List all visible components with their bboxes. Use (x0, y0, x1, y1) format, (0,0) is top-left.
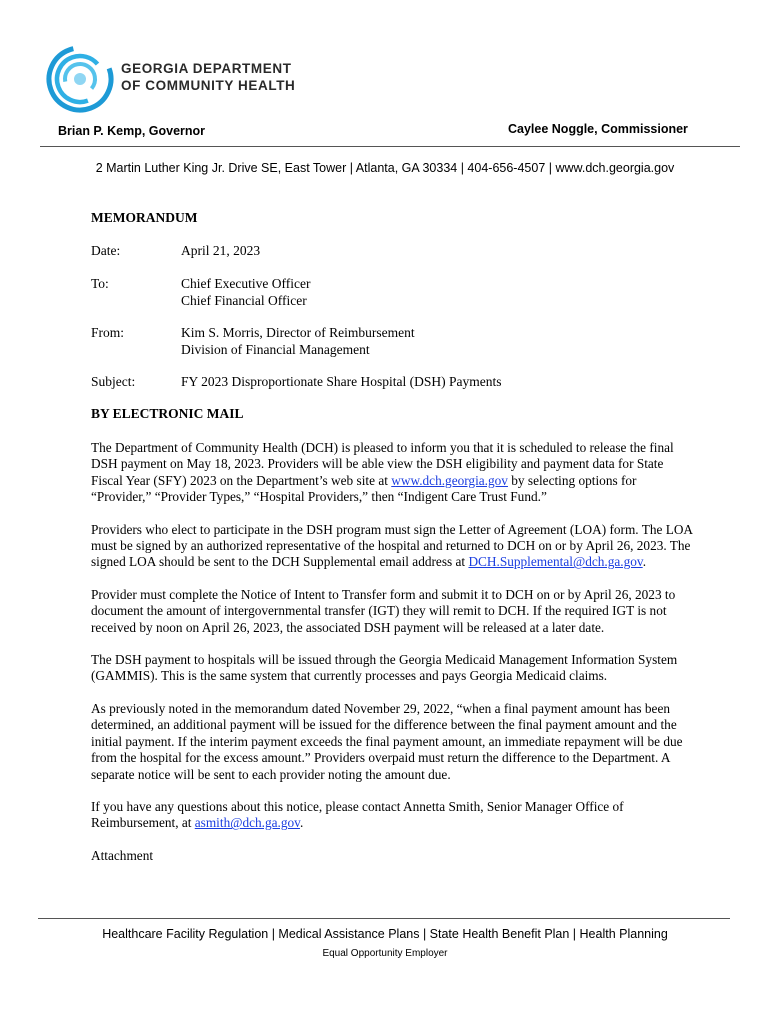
paragraph-2-text-b: . (642, 554, 647, 570)
footer-divider (38, 918, 730, 919)
subject-label: Subject: (91, 374, 136, 389)
equal-opportunity-employer: Equal Opportunity Employer (322, 948, 448, 959)
paragraph-1-text-a: The Department of Community Health (DCH) is pleased to inform you that it is scheduled to release the final DSH payment on May 18, 2023. Providers will be able view the DSH eligibility and payment data for State Fiscal Year (SFY) 2023 on the Department’s web site at (91, 440, 674, 488)
paragraph-1 (91, 440, 693, 506)
paragraph-6-text-b: . (299, 815, 304, 831)
to-recipient-1: Chief Executive Officer (181, 276, 311, 291)
dch-logo-icon (45, 44, 115, 114)
paragraph-1-text-b: by selecting options for “Provider,” “Provider Types,” “Hospital Providers,” then “Indigent Care Trust Fund.” (91, 472, 637, 505)
date-label: Date: (91, 243, 121, 258)
supplemental-email-link[interactable]: DCH.Supplemental@dch.ga.gov (468, 554, 643, 570)
attachment-note: Attachment (91, 847, 154, 863)
department-address: 2 Martin Luther King Jr. Drive SE, East Tower | Atlanta, GA 30334 | 404-656-4507 | www.dch.georgia.gov (95, 161, 675, 175)
from-line-2: Division of Financial Management (181, 341, 370, 357)
from-label: From: (91, 325, 125, 340)
memo-title: MEMORANDUM (91, 210, 198, 225)
date-value: April 21, 2023 (181, 243, 261, 258)
delivery-method: BY ELECTRONIC MAIL (91, 406, 244, 421)
from-sender (181, 325, 415, 358)
to-recipients (181, 276, 310, 309)
paragraph-6-text-a: If you have any questions about this notice, please contact Annetta Smith, Senior Manager Office of Reimbursement, at (91, 798, 624, 831)
memo-body (91, 440, 693, 880)
header-divider (40, 146, 740, 147)
footer-programs: Healthcare Facility Regulation | Medical Assistance Plans | State Health Benefit Plan | Health Planning (102, 927, 668, 941)
paragraph-4: The DSH payment to hospitals will be issued through the Georgia Medicaid Management Information System (GAMMIS). This is the same system that currently processes and pays Georgia Medicaid claims. (91, 652, 678, 684)
paragraph-2-text-a: Providers who elect to participate in the DSH program must sign the Letter of Agreement (LOA) form. The LOA must be signed by an authorized representative of the hospital and returned to DCH on or by April 26, 2023. The signed LOA should be sent to the DCH Supplemental email address at (91, 521, 693, 570)
dch-website-link[interactable]: www.dch.georgia.gov (391, 472, 508, 488)
to-label: To: (91, 276, 109, 291)
to-recipient-2: Chief Financial Officer (181, 292, 307, 308)
paragraph-6 (91, 799, 693, 832)
paragraph-3: Provider must complete the Notice of Intent to Transfer form and submit it to DCH on or by April 26, 2023 to document the amount of intergovernmental transfer (IGT) they will remit to DCH. If the required IGT is not received by noon on April 26, 2023, the associated DSH payment will be released at a later date. (91, 586, 676, 635)
contact-email-link[interactable]: asmith@dch.ga.gov (194, 815, 300, 831)
subject-value: FY 2023 Disproportionate Share Hospital (DSH) Payments (181, 374, 502, 389)
governor-name: Brian P. Kemp, Governor (58, 124, 206, 138)
commissioner-name: Caylee Noggle, Commissioner (508, 122, 688, 136)
org-name-line2: OF COMMUNITY HEALTH (121, 78, 296, 93)
from-line-1: Kim S. Morris, Director of Reimbursement (181, 325, 415, 340)
org-name-line1: GEORGIA DEPARTMENT (121, 61, 292, 76)
paragraph-5: As previously noted in the memorandum dated November 29, 2022, “when a final payment amount has been determined, an additional payment will be issued for the difference between the final payment amount and the initial payment. If the interim payment exceeds the final payment amount, an immediate repayment will be due from the hospital for the excess amount.” Providers overpaid must return the difference to the Department. A separate notice will be sent to each provider noting the amount due. (91, 700, 683, 782)
paragraph-2 (91, 522, 693, 571)
